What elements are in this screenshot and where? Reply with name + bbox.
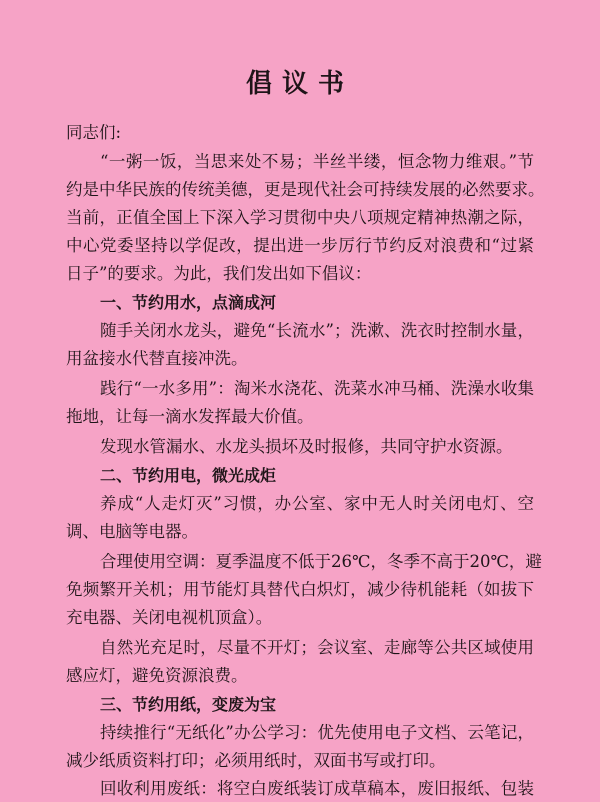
paragraph-line: 践行“一水多用”：淘米水浇花、洗菜水冲马桶、洗澡水收集 xyxy=(100,379,534,398)
paragraph-line: 减少纸质资料打印；必须用纸时，双面书写或打印。 xyxy=(66,751,446,770)
paragraph-line: 感应灯，避免资源浪费。 xyxy=(66,666,248,685)
section-heading: 二、节约用电，微光成炬 xyxy=(100,466,277,485)
paragraph-line: 发现水管漏水、水龙头损坏及时报修，共同守护水资源。 xyxy=(100,437,513,456)
section-heading: 一、节约用水，点滴成河 xyxy=(100,293,277,312)
paragraph-line: 养成“人走灯灭”习惯，办公室、家中无人时关闭电灯、空 xyxy=(100,494,534,513)
paragraph-line: 拖地，让每一滴水发挥最大价值。 xyxy=(66,407,314,426)
paragraph-line: 免频繁开关机；用节能灯具替代白炽灯，减少待机能耗（如拔下 xyxy=(66,580,534,599)
intro-line: 中心党委坚持以学促改，提出进一步厉行节约反对浪费和“过紧 xyxy=(66,236,534,255)
intro-line: 约是中华民族的传统美德，更是现代社会可持续发展的必然要求。 xyxy=(66,180,545,199)
paragraph-line: 自然光充足时，尽量不开灯；会议室、走廊等公共区域使用 xyxy=(100,638,534,657)
paragraph-line: 持续推行“无纸化”办公学习：优先使用电子文档、云笔记， xyxy=(100,723,534,742)
intro-line: 当前，正值全国上下深入学习贯彻中央八项规定精神热潮之际， xyxy=(66,208,534,227)
paragraph-line: 回收利用废纸：将空白废纸装订成草稿本，废旧报纸、包装 xyxy=(100,779,534,798)
paragraph-line: 用盆接水代替直接冲洗。 xyxy=(66,349,248,368)
intro-line: 日子”的要求。为此，我们发出如下倡议： xyxy=(66,264,372,283)
section-heading: 三、节约用纸，变废为宝 xyxy=(100,695,277,714)
paragraph-line: 调、电脑等电器。 xyxy=(66,522,198,541)
paragraph-line: 随手关闭水龙头，避免“长流水”；洗漱、洗衣时控制水量， xyxy=(100,321,534,340)
document-title: 倡议书 xyxy=(245,69,354,99)
greeting: 同志们: xyxy=(66,123,122,142)
intro-line: “一粥一饭，当思来处不易；半丝半缕，恒念物力维艰。”节 xyxy=(100,152,534,171)
paragraph-line: 合理使用空调：夏季温度不低于26℃，冬季不高于20℃，避 xyxy=(100,552,542,571)
paragraph-line: 充电器、关闭电视机顶盒）。 xyxy=(66,608,273,627)
